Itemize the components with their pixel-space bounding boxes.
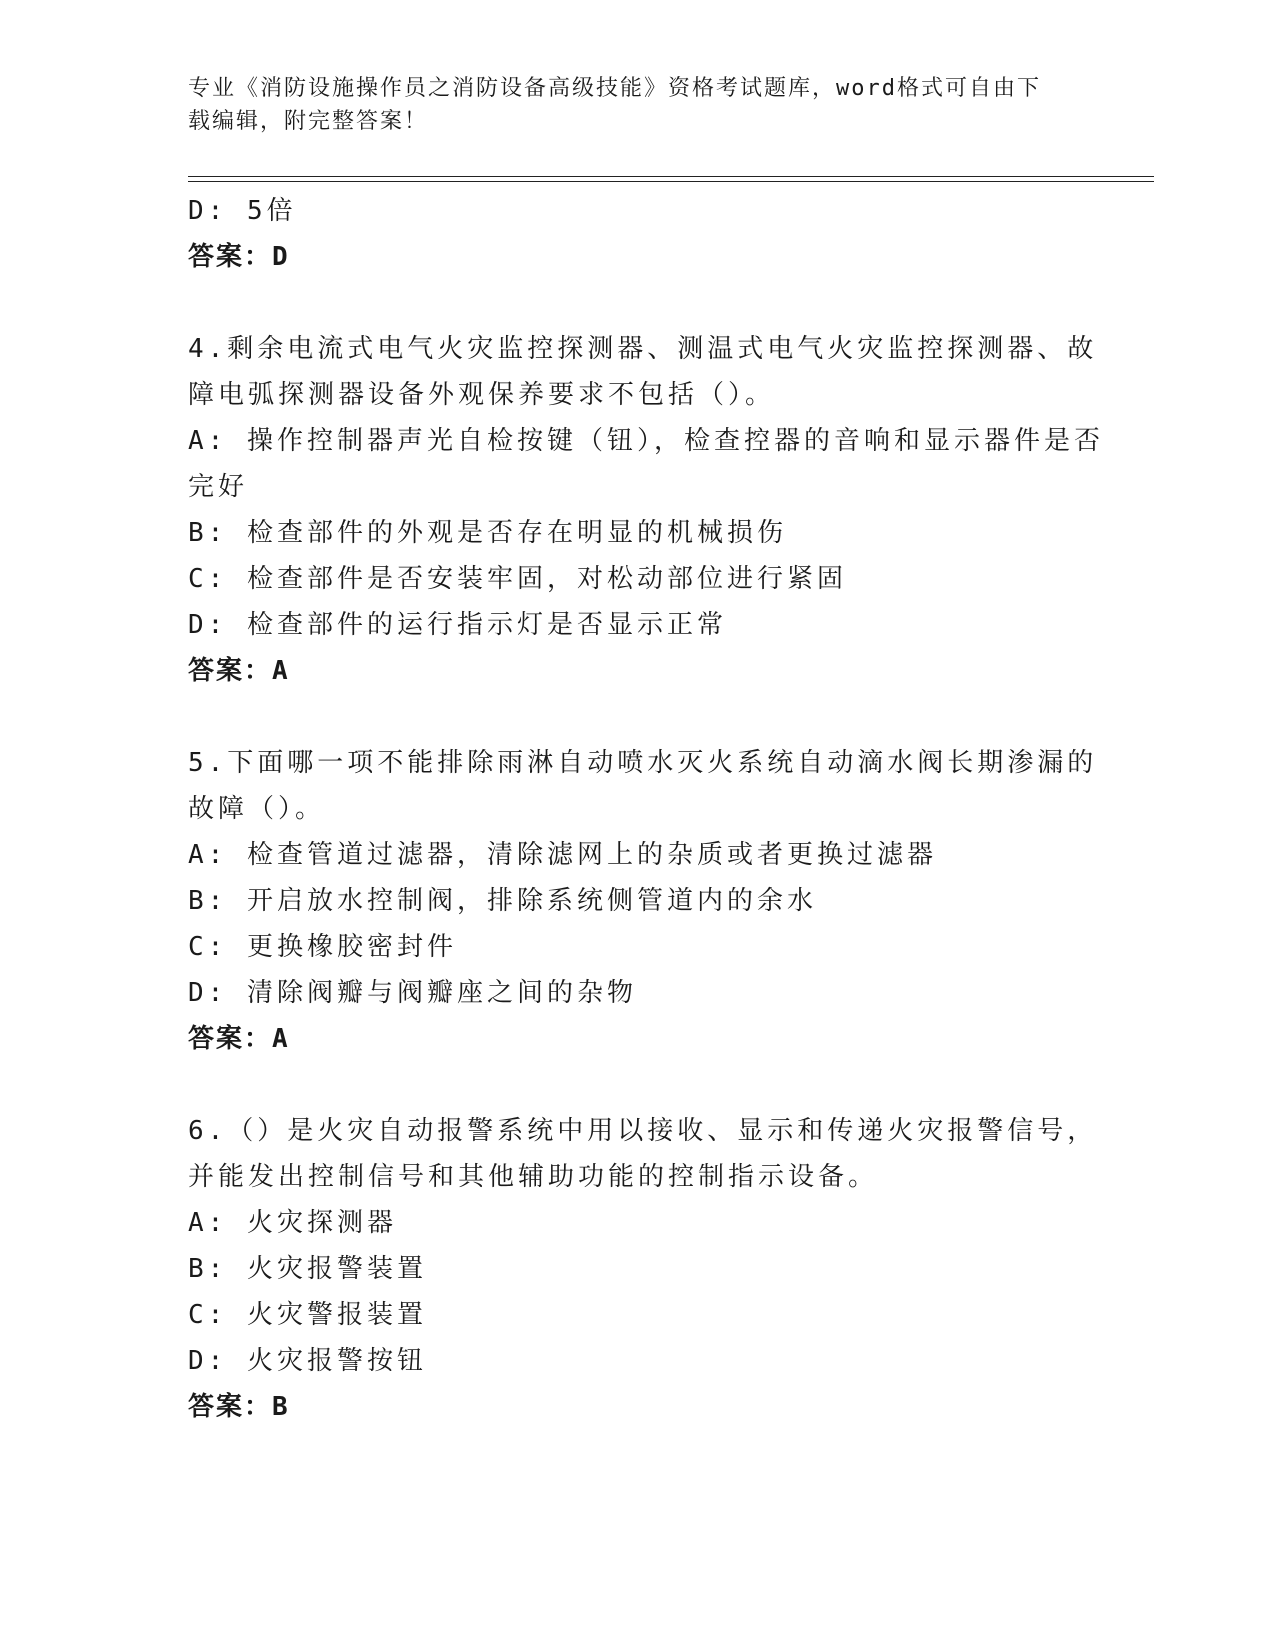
- option-b: B: 火灾报警装置: [188, 1254, 427, 1284]
- header-line-2: 载编辑，附完整答案！: [188, 109, 429, 134]
- question-stem: 故障（）。: [188, 794, 326, 824]
- option-a: A: 火灾探测器: [188, 1208, 397, 1238]
- option-d: D: 检查部件的运行指示灯是否显示正常: [188, 610, 727, 640]
- answer-line: 答案：D: [188, 242, 290, 272]
- option-b: B: 开启放水控制阀，排除系统侧管道内的余水: [188, 886, 817, 916]
- spacer: [188, 1062, 1088, 1108]
- option-d: D: 5倍: [188, 196, 297, 226]
- answer-line: 答案：A: [188, 656, 290, 686]
- option-a: A: 操作控制器声光自检按键（钮），检查控器的音响和显示器件是否: [188, 426, 1104, 456]
- page-header: [188, 72, 1068, 138]
- question-stem: 障电弧探测器设备外观保养要求不包括（）。: [188, 380, 776, 410]
- option-a: A: 检查管道过滤器，清除滤网上的杂质或者更换过滤器: [188, 840, 937, 870]
- option-c: C: 更换橡胶密封件: [188, 932, 457, 962]
- question-6: [188, 1108, 1098, 1430]
- question-stem: 并能发出控制信号和其他辅助功能的控制指示设备。: [188, 1162, 879, 1192]
- option-d: D: 清除阀瓣与阀瓣座之间的杂物: [188, 978, 637, 1008]
- question-3-tail: [188, 188, 1088, 280]
- header-rule-bottom: [188, 181, 1154, 182]
- answer-line: 答案：B: [188, 1392, 290, 1422]
- answer-line: 答案：A: [188, 1024, 290, 1054]
- header-line-1: 专业《消防设施操作员之消防设备高级技能》资格考试题库，word格式可自由下: [188, 76, 1041, 101]
- question-stem: 6.（）是火灾自动报警系统中用以接收、显示和传递火灾报警信号，: [188, 1116, 1098, 1146]
- question-stem: 4.剩余电流式电气火灾监控探测器、测温式电气火灾监控探测器、故: [188, 334, 1098, 364]
- option-c: C: 检查部件是否安装牢固，对松动部位进行紧固: [188, 564, 847, 594]
- option-b: B: 检查部件的外观是否存在明显的机械损伤: [188, 518, 787, 548]
- question-content: [188, 188, 1104, 1430]
- question-4: [188, 326, 1104, 694]
- question-stem: 5.下面哪一项不能排除雨淋自动喷水灭火系统自动滴水阀长期渗漏的: [188, 748, 1098, 778]
- option-a: 完好: [188, 472, 249, 502]
- header-rule-top: [188, 176, 1154, 177]
- option-c: C: 火灾警报装置: [188, 1300, 427, 1330]
- option-d: D: 火灾报警按钮: [188, 1346, 427, 1376]
- question-5: [188, 740, 1098, 1062]
- spacer: [188, 694, 1088, 740]
- spacer: [188, 280, 1088, 326]
